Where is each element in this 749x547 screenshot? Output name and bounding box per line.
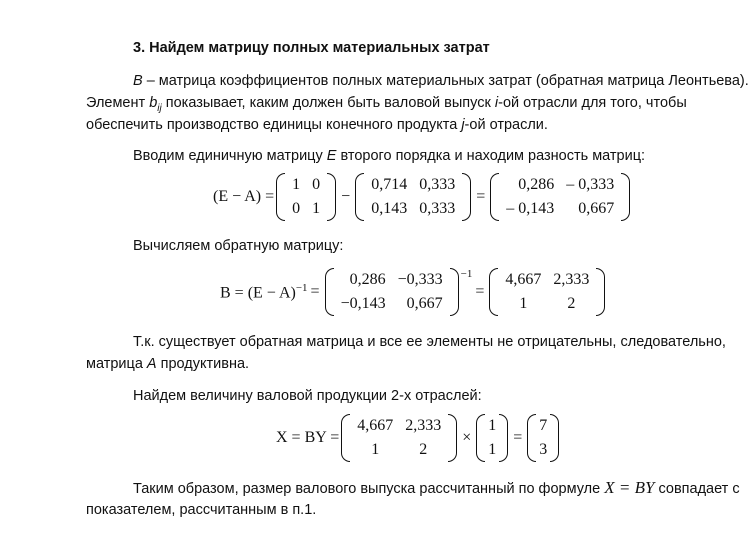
var-B: B	[133, 73, 143, 89]
vector-Y: 1 1	[476, 414, 508, 462]
vector-X: 7 3	[527, 414, 559, 462]
formula-gross-output: X = BY = 4,667 2,333 1 2 × 1 1 = 7 3	[276, 414, 561, 462]
matrix-A: 0,714 0,333 0,143 0,333	[355, 173, 471, 221]
paragraph-6-line-1: Таким образом, размер валового выпуска рассчитанный по формуле X = BY совпадает с	[133, 478, 740, 497]
paragraph-1-line-1: B – матрица коэффициентов полных материальных затрат (обратная матрица Леонтьева).	[133, 73, 749, 89]
formula-3-lhs: X = BY =	[276, 429, 340, 446]
matrix-E-minus-A: 0,286 – 0,333 – 0,143 0,667	[490, 173, 630, 221]
formula-inverse: $B = (E - A)^{-1}$ = 0,286 −0,333 −0,143 0,667 $^{-1}$ = 4,667 2,333 1 2	[220, 268, 607, 316]
section-heading: 3. Найдем матрицу полных материальных затрат	[133, 40, 490, 56]
paragraph-6-line-2: показателем, рассчитанным в п.1.	[86, 502, 317, 518]
matrix-E-minus-A-inverse: 0,286 −0,333 −0,143 0,667	[325, 268, 459, 316]
paragraph-4-line-2: матрица A продуктивна.	[86, 356, 250, 372]
paragraph-5: Найдем величину валовой продукции 2-х отраслей:	[133, 388, 482, 404]
paragraph-2: Вводим единичную матрицу E второго порядка и находим разность матриц:	[133, 148, 646, 164]
formula-1-lhs: (E − A) =	[213, 188, 275, 205]
identity-matrix: 1 0 0 1	[276, 173, 336, 221]
paragraph-1-line-2: Элемент $b_{ij}$ показывает, каким должен быть валовой выпуск i-ой отрасли для того, чтобы	[86, 95, 687, 114]
paragraph-4-line-1: Т.к. существует обратная матрица и все ее элементы не отрицательны, следовательно,	[133, 334, 726, 350]
formula-2-lhs: B = (E − A)	[220, 284, 296, 302]
formula-difference: (E − A) = 1 0 0 1 − 0,714 0,333 0,143 0,333 = 0,286 – 0,333 – 0,143 0,667	[213, 173, 632, 221]
paragraph-3: Вычисляем обратную матрицу:	[133, 238, 344, 254]
matrix-B-product: 4,667 2,333 1 2	[341, 414, 457, 462]
paragraph-1-line-3: обеспечить производство единицы конечного продукта j-ой отрасли.	[86, 117, 548, 133]
matrix-B: 4,667 2,333 1 2	[489, 268, 605, 316]
inline-formula: X = BY	[604, 478, 655, 497]
